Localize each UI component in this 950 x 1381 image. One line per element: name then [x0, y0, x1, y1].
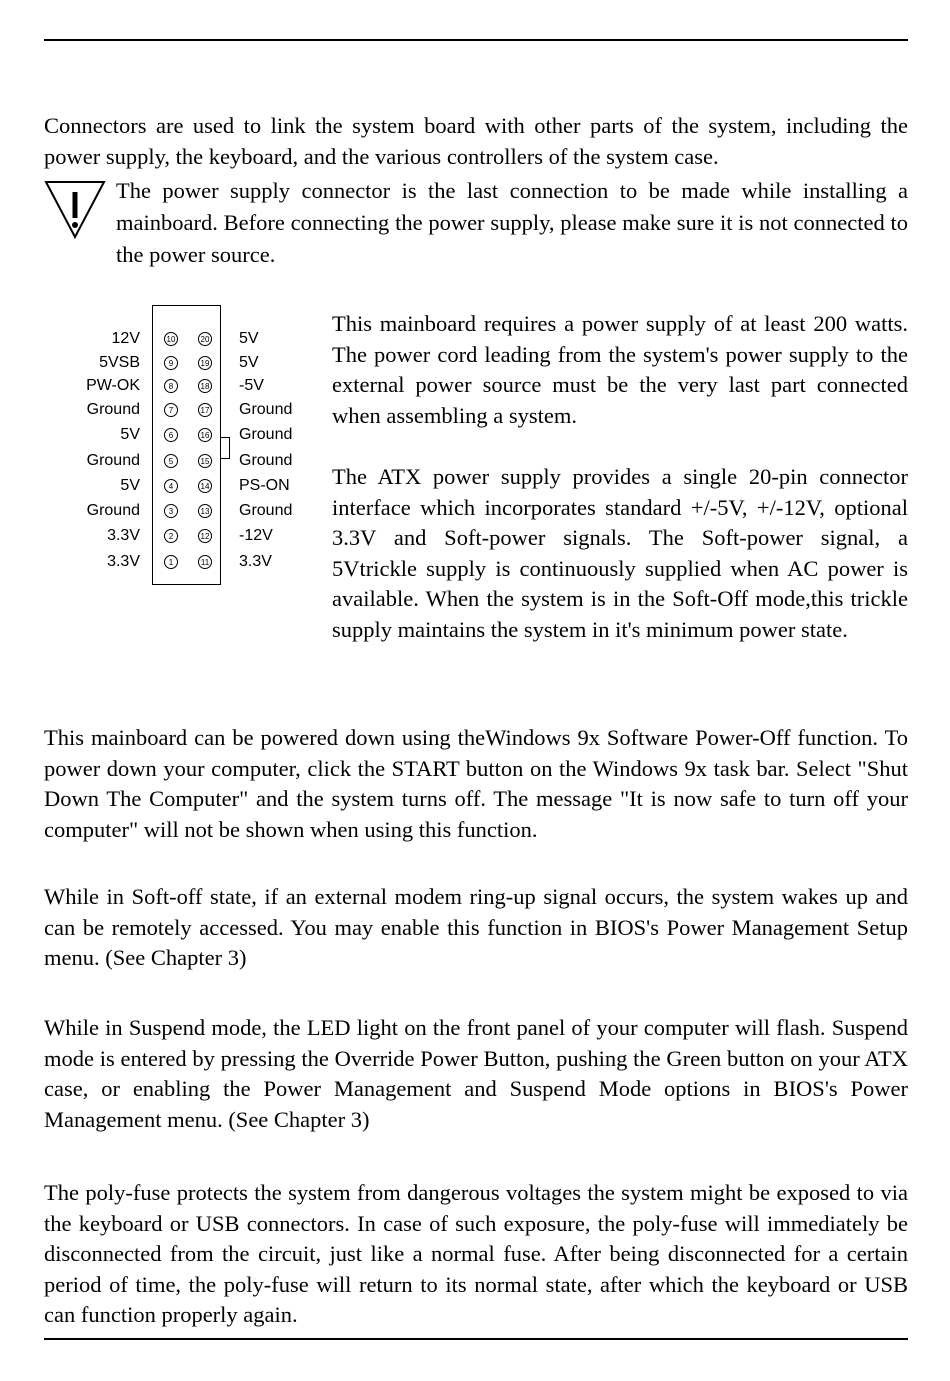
- pin-label-right: 5V: [239, 330, 259, 347]
- pin-number-right: 17: [198, 403, 212, 417]
- connector-key: [221, 437, 230, 459]
- pin-number-left: 9: [164, 356, 178, 370]
- connector-body: [152, 305, 221, 585]
- pin-number-left: 1: [164, 555, 178, 569]
- pin-label-left: Ground: [86, 401, 140, 418]
- pin-label-left: 12V: [111, 330, 140, 347]
- pin-number-right: 20: [198, 332, 212, 346]
- pin-label-right: -5V: [239, 377, 264, 394]
- pin-label-right: 3.3V: [239, 553, 272, 570]
- pin-label-left: 3.3V: [107, 553, 140, 570]
- pin-number-left: 7: [164, 403, 178, 417]
- pin-label-left: 3.3V: [107, 527, 140, 544]
- pin-number-right: 11: [198, 555, 212, 569]
- pin-number-right: 19: [198, 356, 212, 370]
- pin-number-left: 8: [164, 379, 178, 393]
- polyfuse-paragraph: The poly-fuse protects the system from dangerous voltages the system might be exposed to via the keyboard or USB connectors. In case of such exposure, the poly-fuse will immediately be disconnected from the circuit, just like a normal fuse. After being disconnected for a certain period of time, the poly-fuse will return to its normal state, after which the keyboard or USB can function properly again.: [44, 1180, 908, 1327]
- atx-description-paragraph: The ATX power supply provides a single 20-pin connector interface which incorporates standard +/-5V, +/-12V, optional 3.3V and Soft-power signals. The Soft-power signal, a 5Vtrickle supply is continuously supplied when AC power is available. When the system is in the Soft-Off mode,this trickle supply maintains the system in it's minimum power state.: [332, 464, 908, 642]
- power-requirement-paragraph: This mainboard requires a power supply of at least 200 watts. The power cord leading from the system's power supply to the external power source must be the very last part connected when assembling a system.: [332, 311, 908, 428]
- pin-label-left: 5VSB: [99, 354, 140, 371]
- pin-number-left: 6: [164, 428, 178, 442]
- pin-number-left: 4: [164, 479, 178, 493]
- pin-label-left: 5V: [120, 477, 140, 494]
- pin-number-right: 13: [198, 504, 212, 518]
- suspend-paragraph: While in Suspend mode, the LED light on the front panel of your computer will flash. Suspend mode is entered by pressing the Override Power Button, pushing the Green button on your ATX case, or enabling the Power Management and Suspend Mode options in BIOS's Power Management menu. (See Chapter 3): [44, 1015, 908, 1132]
- modem-wakeup-paragraph: While in Soft-off state, if an external modem ring-up signal occurs, the system wakes up and can be remotely accessed. You may enable this function in BIOS's Power Management Setup menu. (See Chapter 3): [44, 884, 908, 970]
- pin-label-left: 5V: [120, 426, 140, 443]
- pin-number-right: 16: [198, 428, 212, 442]
- pin-label-left: Ground: [86, 452, 140, 469]
- pin-number-right: 14: [198, 479, 212, 493]
- pin-label-right: Ground: [239, 426, 293, 443]
- pin-number-left: 2: [164, 529, 178, 543]
- pin-label-right: PS-ON: [239, 477, 290, 494]
- pin-label-right: Ground: [239, 401, 293, 418]
- pin-number-right: 15: [198, 454, 212, 468]
- warning-text: The power supply connector is the last connection to be made while installing a mainboard. Before connecting the power supply, please make sure it is not connected to the power source.: [116, 178, 908, 267]
- pin-label-right: -12V: [239, 527, 273, 544]
- pin-label-right: 5V: [239, 354, 259, 371]
- pin-number-left: 5: [164, 454, 178, 468]
- top-rule: [44, 39, 908, 41]
- pin-label-right: Ground: [239, 452, 293, 469]
- pin-number-right: 12: [198, 529, 212, 543]
- pin-number-right: 18: [198, 379, 212, 393]
- pin-number-left: 3: [164, 504, 178, 518]
- pin-label-left: PW-OK: [86, 377, 140, 394]
- pin-number-left: 10: [164, 332, 178, 346]
- bottom-rule: [44, 1338, 908, 1340]
- soft-off-paragraph: This mainboard can be powered down using theWindows 9x Software Power-Off function. To power down your computer, click the START button on the Windows 9x task bar. Select "Shut Down The Computer" and the system turns off. The message "It is now safe to turn off your computer" will not be shown when using this function.: [44, 725, 908, 842]
- pin-label-left: Ground: [86, 502, 140, 519]
- warning-icon: [44, 180, 106, 240]
- intro-paragraph: Connectors are used to link the system board with other parts of the system, including the power supply, the keyboard, and the various controllers of the system case.: [44, 113, 908, 169]
- pin-label-right: Ground: [239, 502, 293, 519]
